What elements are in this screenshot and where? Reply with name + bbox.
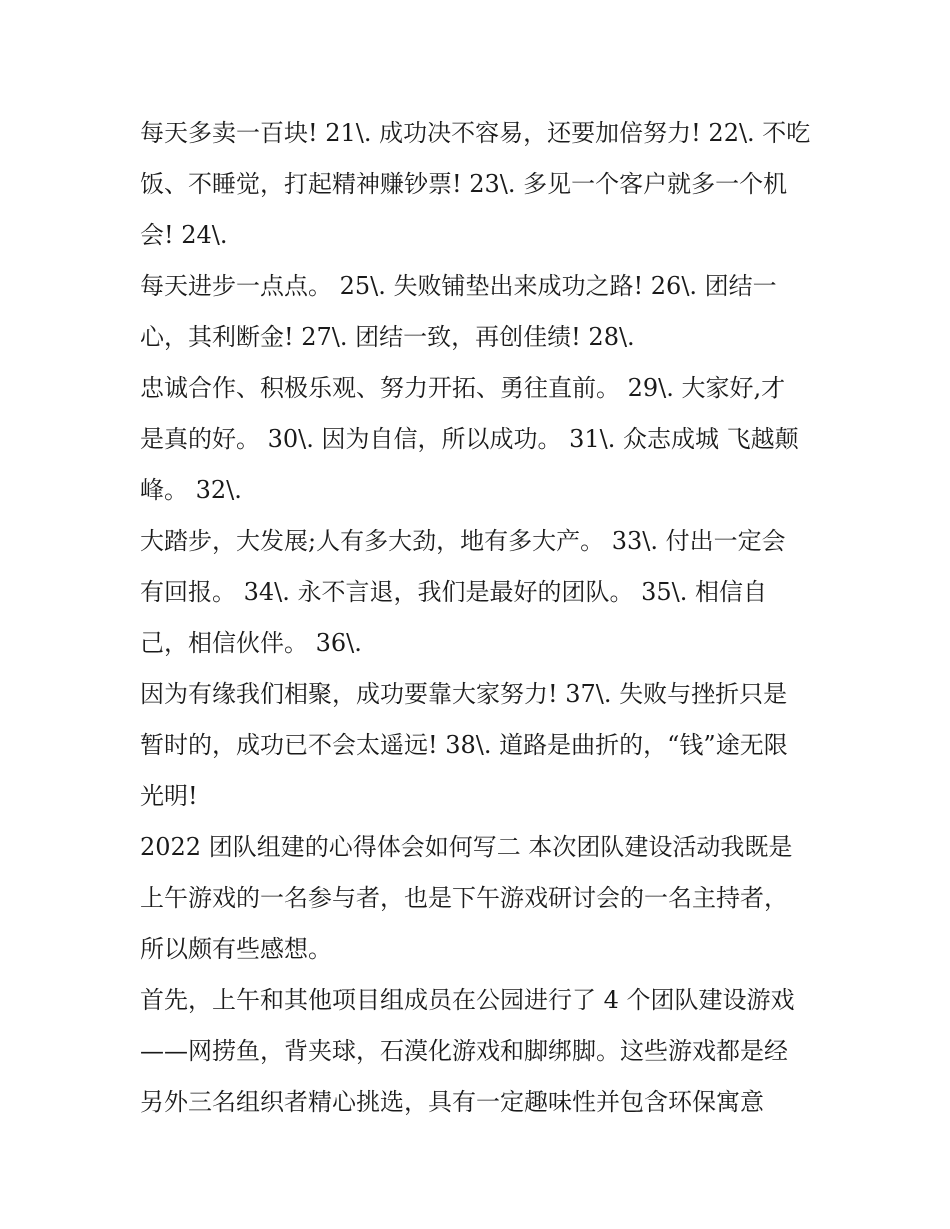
text-line: 大踏步，大发展;人有多大劲，地有多大产。 33\. 付出一定会 bbox=[140, 527, 786, 555]
paragraph-slogans-36-38 bbox=[140, 669, 820, 822]
paragraph-slogans-32-36 bbox=[140, 516, 820, 669]
text-line: 首先，上午和其他项目组成员在公园进行了 4 个团队建设游戏 bbox=[140, 986, 795, 1014]
text-line: 每天进步一点点。 25\. 失败铺垫出来成功之路! 26\. 团结一 bbox=[140, 272, 777, 300]
text-line: ——网捞鱼，背夹球，石漠化游戏和脚绑脚。这些游戏都是经 bbox=[140, 1037, 788, 1065]
text-line: 另外三名组织者精心挑选，具有一定趣味性并包含环保寓意 bbox=[140, 1088, 764, 1116]
text-line: 有回报。 34\. 永不言退，我们是最好的团队。 35\. 相信自 bbox=[140, 578, 768, 606]
document-body bbox=[140, 108, 820, 1128]
text-line: 忠诚合作、积极乐观、努力开拓、勇往直前。 29\. 大家好,才 bbox=[140, 374, 786, 402]
paragraph-slogans-24-28 bbox=[140, 261, 820, 363]
text-line: 饭、不睡觉，打起精神赚钞票! 23\. 多见一个客户就多一个机 bbox=[140, 170, 788, 198]
paragraph-slogans-21-24 bbox=[140, 108, 820, 261]
text-line: 光明! bbox=[140, 782, 198, 810]
text-line: 上午游戏的一名参与者，也是下午游戏研讨会的一名主持者， bbox=[140, 884, 788, 912]
text-line: 暂时的，成功已不会太遥远! 38\. 道路是曲折的，“钱”途无限 bbox=[140, 731, 788, 759]
text-line: 所以颇有些感想。 bbox=[140, 935, 332, 963]
text-line: 己，相信伙伴。 36\. bbox=[140, 629, 362, 657]
text-line: 会! 24\. bbox=[140, 221, 228, 249]
text-line: 每天多卖一百块! 21\. 成功决不容易，还要加倍努力! 22\. 不吃 bbox=[140, 119, 811, 147]
text-line: 心，其利断金! 27\. 团结一致，再创佳绩! 28\. bbox=[140, 323, 635, 351]
paragraph-section-two-intro bbox=[140, 822, 820, 975]
paragraph-games-description bbox=[140, 975, 820, 1128]
text-line: 因为有缘我们相聚，成功要靠大家努力! 37\. 失败与挫折只是 bbox=[140, 680, 788, 708]
text-line: 峰。 32\. bbox=[140, 476, 242, 504]
paragraph-slogans-28-32 bbox=[140, 363, 820, 516]
text-line: 2022 团队组建的心得体会如何写二 本次团队建设活动我既是 bbox=[140, 833, 793, 861]
text-line: 是真的好。 30\. 因为自信，所以成功。 31\. 众志成城 飞越颠 bbox=[140, 425, 799, 453]
